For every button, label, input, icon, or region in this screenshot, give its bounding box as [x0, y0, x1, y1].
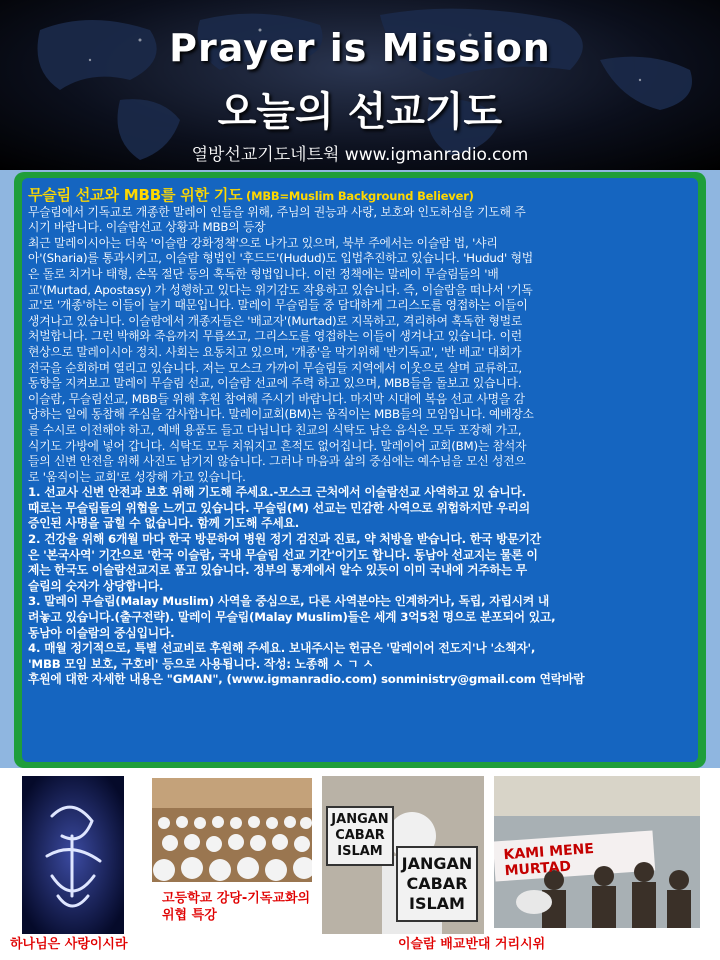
protest-sign-photo — [322, 776, 484, 934]
body-line: 생겨나고 있습니다. 이슬람에서 개종자들은 '배교자'(Murtad)로 지목하고, 격리하여 혹독한 형벌로 — [28, 313, 523, 328]
protest-sign-2: JANGAN CABAR ISLAM — [396, 846, 478, 922]
body-line: 시기 바랍니다. 이슬람선교 상황과 MBB의 등장 — [28, 220, 266, 235]
body-line: 로 '움직이는 교회'로 성장해 가고 있습니다. — [28, 469, 246, 484]
prayer-item-line: 려놓고 있습니다.(출구전략). 말레이 무슬림(Malay Muslim)들은 세계 3억5천 명으로 분포되어 있고, — [28, 610, 556, 625]
caption-school-hall: 고등학교 강당-기독교화의 위협 특강 — [162, 891, 311, 923]
prayer-item-line: 슬림의 숫자가 상당합니다. — [28, 578, 164, 593]
body-line: 식기도 가방에 넣어 갑니다. 식탁도 모두 치워지고 흔적도 없어집니다. 말레이어 교회(BM)는 참석자 — [28, 438, 527, 453]
page-title-english: Prayer is Mission — [169, 26, 551, 70]
body-line: 현상으로 말레이시아 정치. 사회는 요동치고 있으며, '개종'을 막기위해 '반기독교', '반 배교' 대회가 — [28, 344, 522, 359]
body-line: 당하는 일에 동참해 주심을 감사합니다. 말레이교회(BM)는 움직이는 MBB들의 모임입니다. 예배장소 — [28, 407, 534, 422]
page-title-korean: 오늘의 선교기도 — [217, 89, 503, 135]
network-subtitle: 열방선교기도네트웍 www.igmanradio.com — [191, 145, 529, 165]
prayer-item-line: 동남아 이슬람의 중심입니다. — [28, 625, 175, 640]
header-banner — [0, 0, 720, 170]
body-line: 들의 신변 안전을 위해 사진도 남기지 않습니다. 그러나 마음과 삶의 중심에는 예수님을 모신 성전으 — [28, 454, 526, 469]
calligraphy-image — [22, 776, 124, 934]
body-line: 처벌합니다. 그런 박해와 죽음까지 무릅쓰고, 그리스도를 영접하는 이들이 생겨나고 있습니다. 이런 — [28, 329, 522, 344]
prayer-item-line: 'MBB 모임 보호, 구호비' 등으로 사용됩니다. 작성: 노종해 ㅅ ㄱ ㅅ — [28, 656, 374, 671]
body-line: 무슬림에서 기독교로 개종한 말레이 인들을 위해, 주님의 권능과 사랑, 보호와 인도하심을 기도해 주 — [28, 204, 526, 219]
panel-heading — [28, 186, 692, 205]
content-text — [28, 186, 692, 688]
body-line: 은 돌로 치거나 태형, 손목 절단 등의 혹독한 형법입니다. 이런 정책에는 말레이 무슬림들의 '배 — [28, 266, 499, 281]
school-hall-photo — [152, 778, 312, 882]
contact-line: 후원에 대한 자세한 내용은 "GMAN", (www.igmanradio.com) sonministry@gmail.com 연락바람 — [28, 672, 585, 687]
body-paragraph — [28, 205, 692, 486]
prayer-item-line: 증인된 사명을 굽힐 수 없습니다. 함께 기도해 주세요. — [28, 516, 300, 531]
protest-banner-text: KAMI MENE MURTAD — [503, 840, 595, 880]
caption-street-protest: 이슬람 배교반대 거리시위 — [398, 937, 546, 952]
body-line: 를 수시로 이전해야 하고, 예배 용품도 들고 다닙니다 친교의 식탁도 남은 음식은 모두 포장해 가고, — [28, 422, 522, 437]
prayer-item-line: 은 '본국사역' 기간으로 '한국 이슬람, 국내 무슬림 선교 기간'이기도 합니다. 동남아 선교지는 물론 이 — [28, 547, 538, 562]
panel-title-note: (MBB=Muslim Background Believer) — [246, 189, 474, 203]
content-panel — [22, 178, 698, 762]
prayer-item-line: 때로는 무슬림들의 위협을 느끼고 있습니다. 무슬림(M) 선교는 민감한 사역으로 위험하지만 우리의 — [28, 500, 530, 515]
street-protest-photo — [494, 776, 700, 928]
protest-sign-1: JANGAN CABAR ISLAM — [326, 806, 394, 866]
body-line: 교'(Murtad, Apostasy) 가 성행하고 있다는 위기감도 작용하고 있습니다. 즉, 이슬람을 떠나서 '기독 — [28, 282, 533, 297]
prayer-item-line: 1. 선교사 신변 안전과 보호 위해 기도해 주세요.-모스크 근처에서 이슬람선교 사역하고 있 습니다. — [28, 485, 526, 500]
prayer-item-line: 3. 말레이 무슬림(Malay Muslim) 사역을 중심으로, 다른 사역분야는 인계하거나, 독립, 자립시켜 내 — [28, 594, 550, 609]
body-line: 최근 말레이시아는 더욱 '이슬람 강화정책'으로 나가고 있으며, 북부 주에서는 이슬람 법, '샤리 — [28, 235, 498, 250]
panel-title: 무슬림 선교와 MBB를 위한 기도 — [28, 186, 243, 204]
caption-calligraphy: 하나님은 사랑이시라 — [10, 937, 128, 952]
prayer-item-line: 제는 한국도 이슬람선교지로 품고 있습니다. 정부의 통계에서 알수 있듯이 이미 국내에 거주하는 무 — [28, 563, 528, 578]
body-line: 교'로 '개종'하는 이들이 늘기 때문입니다. 말레이 무슬림들 중 담대하게 그리스도를 영접하는 이들이 — [28, 298, 528, 313]
prayer-items — [28, 485, 692, 672]
body-line: 전국을 순회하며 열리고 있습니다. 저는 모스크 가까이 무슬림들 지역에서 이웃으로 살며 교류하고, — [28, 360, 522, 375]
body-line: 동향을 지켜보고 말레이 무슬림 선교, 이슬람 선교에 주력 하고 있으며, MBB들을 돌보고 있습니다. — [28, 376, 522, 391]
prayer-item-line: 4. 매월 정기적으로, 특별 선교비로 후원해 주세요. 보내주시는 헌금은 '말레이어 전도지'나 '소책자', — [28, 641, 536, 656]
prayer-item-line: 2. 건강을 위해 6개월 마다 한국 방문하여 병원 정기 검진과 진료, 약 처방을 받습니다. 한국 방문기간 — [28, 532, 541, 547]
body-line: 이슬람, 무슬림선교, MBB들 위해 후원 참여해 주시기 바랍니다. 마지막 시대에 복음 선교 사명을 감 — [28, 391, 525, 406]
body-line: 아'(Sharia)를 통과시키고, 이슬람 형법인 '후드드'(Hudud)도 입법추진하고 있습니다. 'Hudud' 형법 — [28, 251, 533, 266]
